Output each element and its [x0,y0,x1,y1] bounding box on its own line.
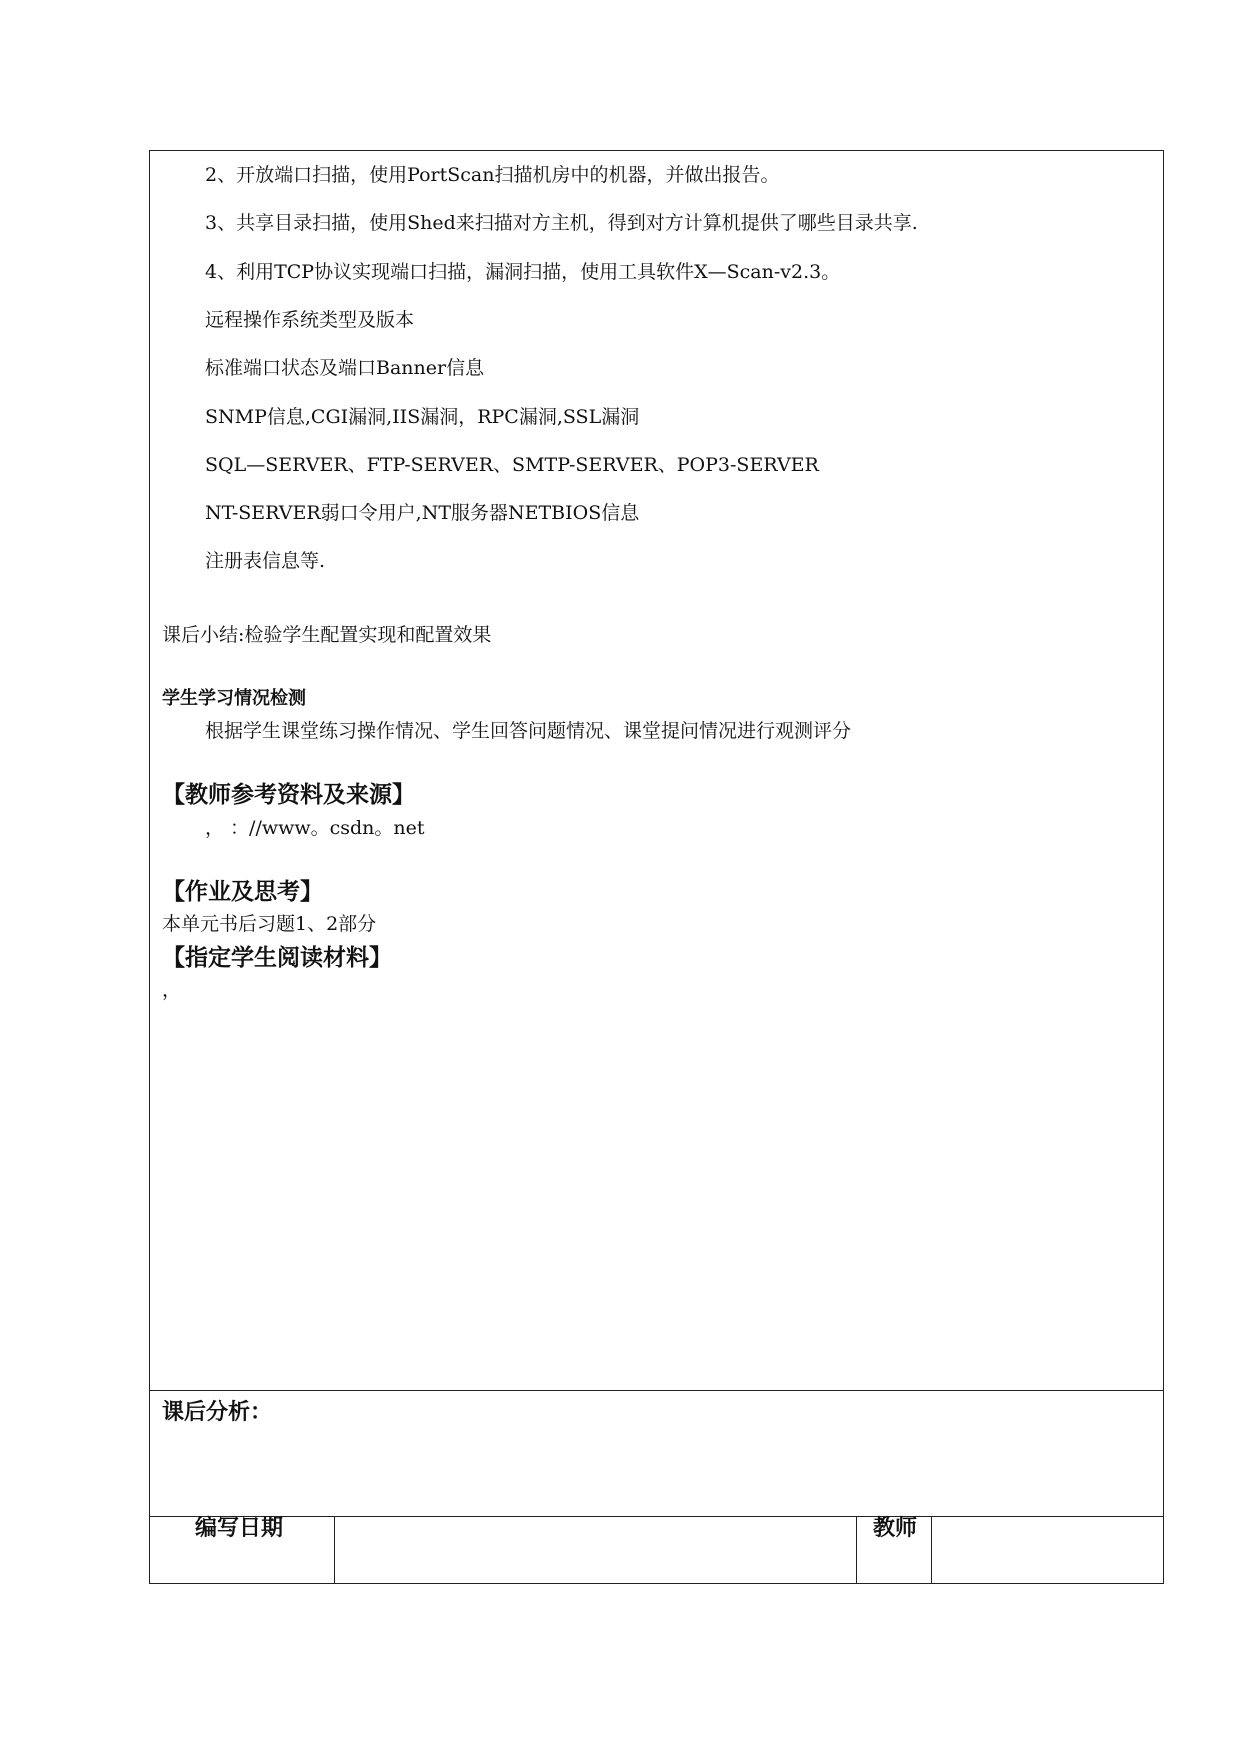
footer-divider-3 [931,1517,932,1584]
step-3-line: 3、共享目录扫描，使用Shed来扫描对方主机，得到对方计算机提供了哪些目录共享. [205,212,918,234]
footer-divider [149,1516,1164,1517]
reading-title: 【指定学生阅读材料】 [162,945,392,971]
scan-item-os: 远程操作系统类型及版本 [205,309,415,331]
date-label: 编写日期 [195,1516,284,1541]
teacher-label: 教师 [873,1516,918,1541]
footer-divider-2 [856,1517,857,1584]
scan-item-servers: SQL—SERVER、FTP-SERVER、SMTP-SERVER、POP3-SERVER [205,454,819,476]
lesson-summary: 课后小结:检验学生配置实现和配置效果 [162,624,492,646]
footer-divider-1 [334,1517,335,1584]
analysis-divider [149,1390,1164,1391]
scan-item-vulns: SNMP信息,CGI漏洞,IIS漏洞，RPC漏洞,SSL漏洞 [205,406,640,428]
reading-body: ， [162,979,182,1001]
step-2-line: 2、开放端口扫描，使用PortScan扫描机房中的机器，并做出报告。 [205,164,780,186]
scan-item-ports: 标准端口状态及端口Banner信息 [205,357,485,379]
homework-title: 【作业及思考】 [162,879,323,905]
assessment-title: 学生学习情况检测 [162,688,306,709]
analysis-label: 课后分析： [162,1400,273,1425]
scan-item-registry: 注册表信息等. [205,550,326,572]
scan-item-nt: NT-SERVER弱口令用户,NT服务器NETBIOS信息 [205,502,640,524]
homework-body: 本单元书后习题1、2部分 [162,913,377,935]
references-body: ， ：//www。csdn。net [205,817,425,839]
references-title: 【教师参考资料及来源】 [162,782,415,808]
assessment-body: 根据学生课堂练习操作情况、学生回答问题情况、课堂提问情况进行观测评分 [205,720,852,742]
step-4-line: 4、利用TCP协议实现端口扫描，漏洞扫描，使用工具软件X—Scan-v2.3。 [205,261,841,283]
